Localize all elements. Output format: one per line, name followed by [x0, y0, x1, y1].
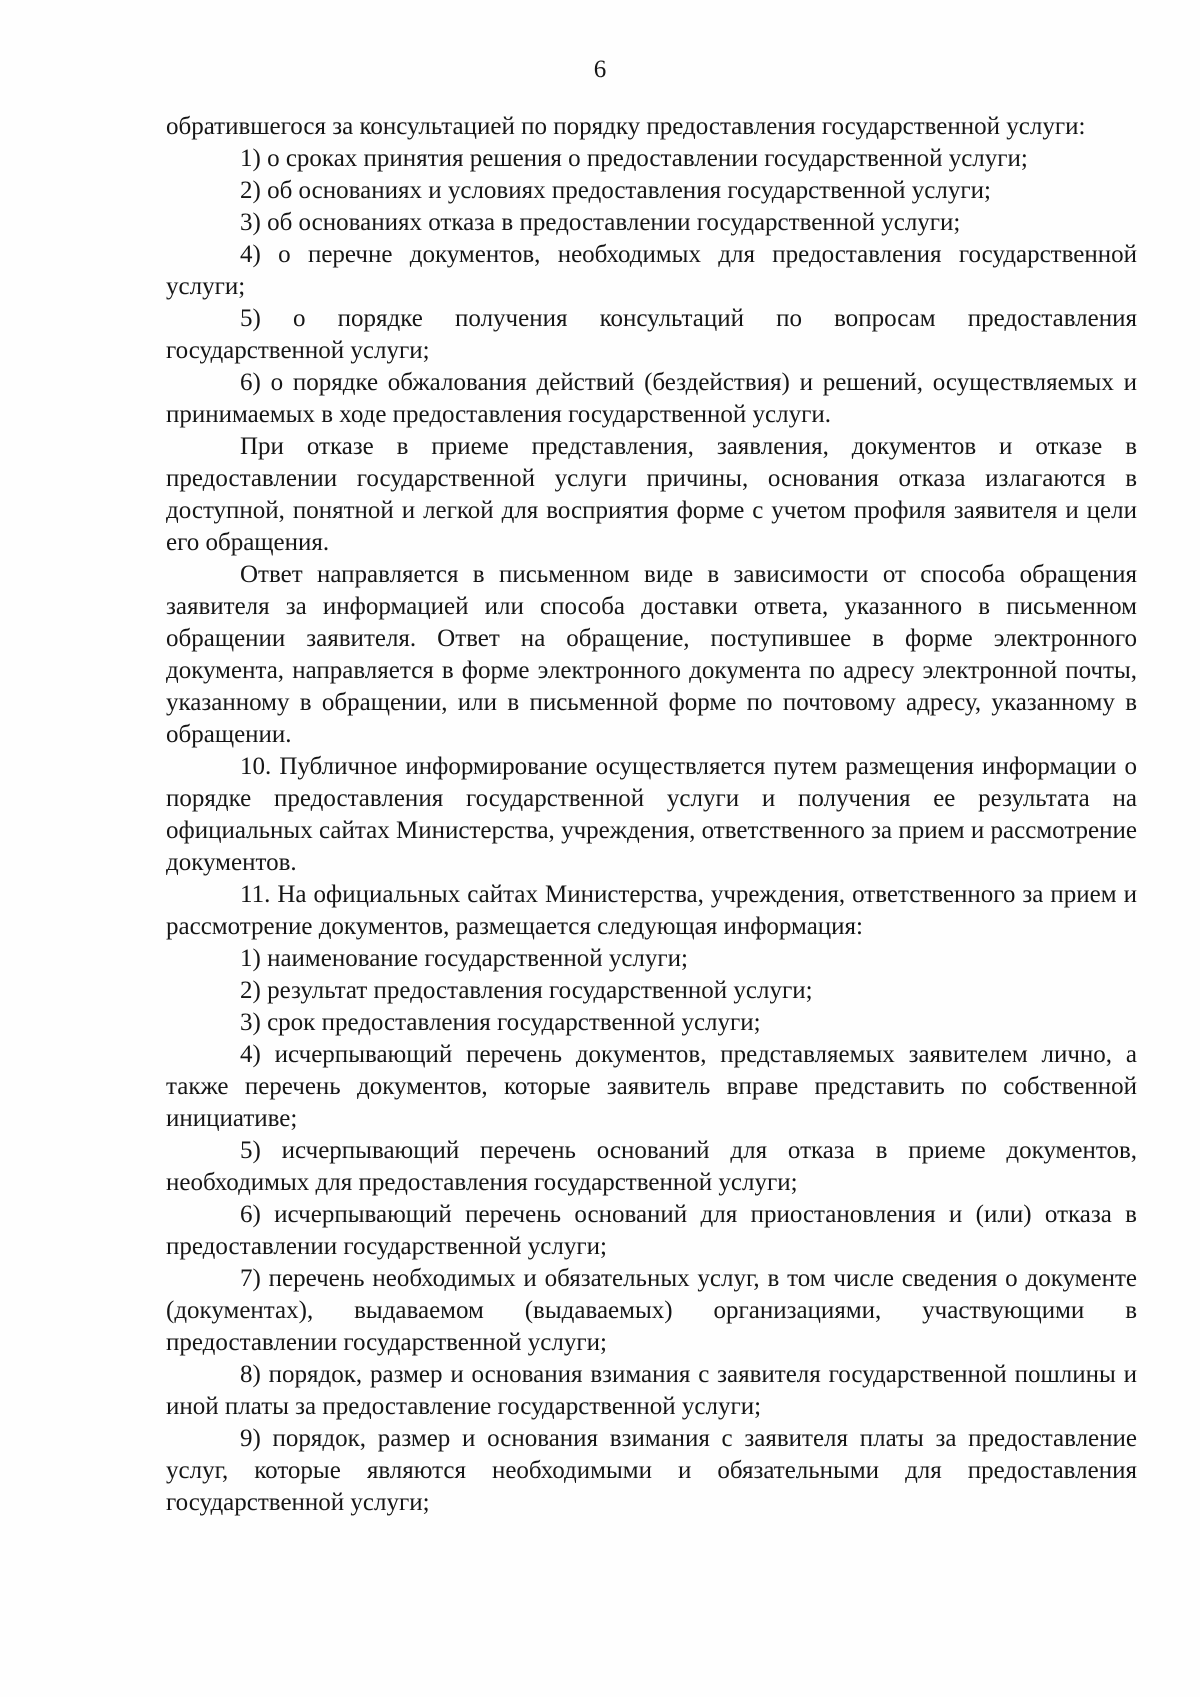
document-body	[166, 111, 1137, 1519]
list-item-info-2: 2) результат предоставления государственной услуги;	[240, 977, 813, 1004]
list-item-info-8: 8) порядок, размер и основания взимания с заявителя государственной пошлины и иной платы за предоставление государственной услуги;	[166, 1361, 1137, 1420]
paragraph-10: 10. Публичное информирование осуществляется путем размещения информации о порядке предоставления государственной услуги и получения ее результата на официальных сайтах Министерства, учреждения, ответственного за прием и рассмотрение документов.	[166, 753, 1137, 876]
list-item-consult-5: 5) о порядке получения консультаций по вопросам предоставления государственной услуги;	[166, 305, 1137, 364]
list-item-consult-6: 6) о порядке обжалования действий (бездействия) и решений, осуществляемых и принимаемых в ходе предоставления государственной услуги.	[166, 369, 1137, 428]
list-item-consult-2: 2) об основаниях и условиях предоставления государственной услуги;	[240, 177, 991, 204]
paragraph-continuation: обратившегося за консультацией по порядку предоставления государственной услуги:	[166, 113, 1086, 140]
list-item-info-3: 3) срок предоставления государственной услуги;	[240, 1009, 761, 1036]
paragraph-answer: Ответ направляется в письменном виде в зависимости от способа обращения заявителя за информацией или способа доставки ответа, указанного в письменном обращении заявителя. Ответ на обращение, поступившее в форме электронного документа, направляется в форме электронного документа по адресу электронной почты, указанному в обращении, или в письменной форме по почтовому адресу, указанному в обращении.	[166, 561, 1137, 748]
paragraph-refusal: При отказе в приеме представления, заявления, документов и отказе в предоставлении государственной услуги причины, основания отказа излагаются в доступной, понятной и легкой для восприятия форме с учетом профиля заявителя и цели его обращения.	[166, 433, 1137, 556]
list-item-info-4: 4) исчерпывающий перечень документов, представляемых заявителем лично, а также перечень документов, которые заявитель вправе представить по собственной инициативе;	[166, 1041, 1137, 1132]
list-item-info-9: 9) порядок, размер и основания взимания с заявителя платы за предоставление услуг, которые являются необходимыми и обязательными для предоставления государственной услуги;	[166, 1425, 1137, 1516]
list-item-consult-1: 1) о сроках принятия решения о предоставлении государственной услуги;	[240, 145, 1028, 172]
list-item-info-7: 7) перечень необходимых и обязательных услуг, в том числе сведения о документе (документах), выдаваемом (выдаваемых) организациями, участвующими в предоставлении государственной услуги;	[166, 1265, 1137, 1356]
page-number: 6	[593, 56, 607, 83]
list-item-consult-4: 4) о перечне документов, необходимых для предоставления государственной услуги;	[166, 241, 1137, 300]
list-item-info-5: 5) исчерпывающий перечень оснований для отказа в приеме документов, необходимых для предоставления государственной услуги;	[166, 1137, 1137, 1196]
list-item-info-6: 6) исчерпывающий перечень оснований для приостановления и (или) отказа в предоставлении государственной услуги;	[166, 1201, 1137, 1260]
paragraph-11: 11. На официальных сайтах Министерства, учреждения, ответственного за прием и рассмотрение документов, размещается следующая информация:	[166, 881, 1137, 940]
list-item-consult-3: 3) об основаниях отказа в предоставлении государственной услуги;	[240, 209, 961, 236]
list-item-info-1: 1) наименование государственной услуги;	[240, 945, 688, 972]
